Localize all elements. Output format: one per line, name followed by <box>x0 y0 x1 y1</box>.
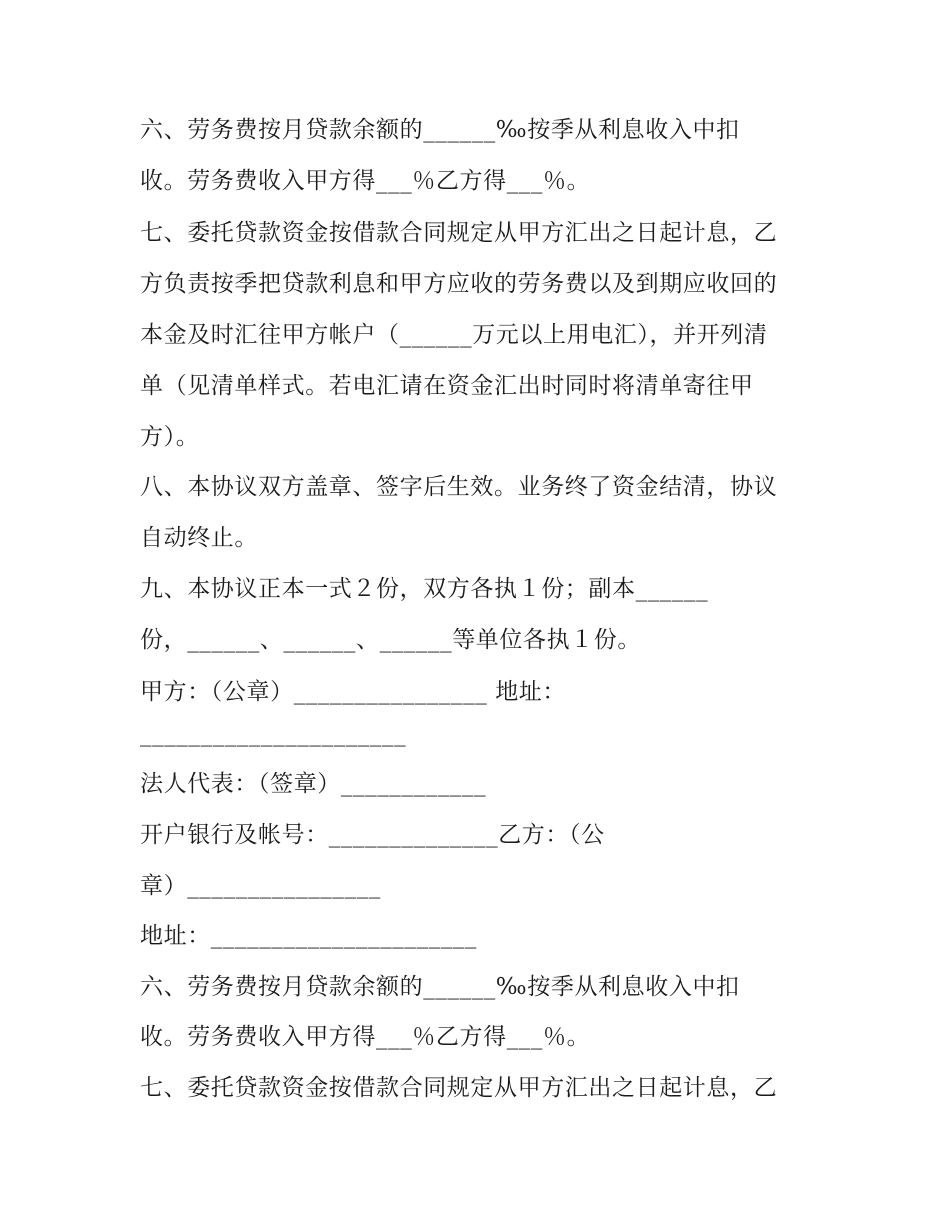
text-line: 九、本协议正本一式２份，双方各执１份；副本______ <box>140 576 709 602</box>
text-line: 本金及时汇往甲方帐户（______万元以上用电汇），并开列清 <box>140 322 768 348</box>
text-line: 单（见清单样式。若电汇请在资金汇出时同时将清单寄往甲 <box>140 373 754 399</box>
text-line: 收。劳务费收入甲方得___％乙方得___％。 <box>140 1024 591 1050</box>
text-line: 七、委托贷款资金按借款合同规定从甲方汇出之日起计息，乙 <box>140 220 778 246</box>
text-line: 章）________________ <box>140 873 381 899</box>
text-line: 开户银行及帐号：______________乙方：（公 <box>140 822 605 848</box>
text-line: 收。劳务费收入甲方得___％乙方得___％。 <box>140 168 591 194</box>
text-line: 方）。 <box>140 424 200 450</box>
text-line: 七、委托贷款资金按借款合同规定从甲方汇出之日起计息，乙 <box>140 1075 778 1101</box>
text-line: 八、本协议双方盖章、签字后生效。业务终了资金结清，协议 <box>140 474 778 500</box>
text-line: 自动终止。 <box>140 525 258 551</box>
text-line: 地址：______________________ <box>140 923 477 949</box>
text-line: 方负责按季把贷款利息和甲方应收的劳务费以及到期应收回的 <box>140 271 778 297</box>
text-line: 六、劳务费按月贷款余额的______‰按季从利息收入中扣 <box>140 974 740 1000</box>
text-line: 法人代表：（签章）____________ <box>140 771 487 797</box>
text-line: 甲方：（公章）________________ 地址： <box>140 679 567 705</box>
text-line: 份，______、______、______等单位各执１份。 <box>140 627 641 653</box>
text-line: ______________________ <box>140 721 407 747</box>
text-line: 六、劳务费按月贷款余额的______‰按季从利息收入中扣 <box>140 117 740 143</box>
